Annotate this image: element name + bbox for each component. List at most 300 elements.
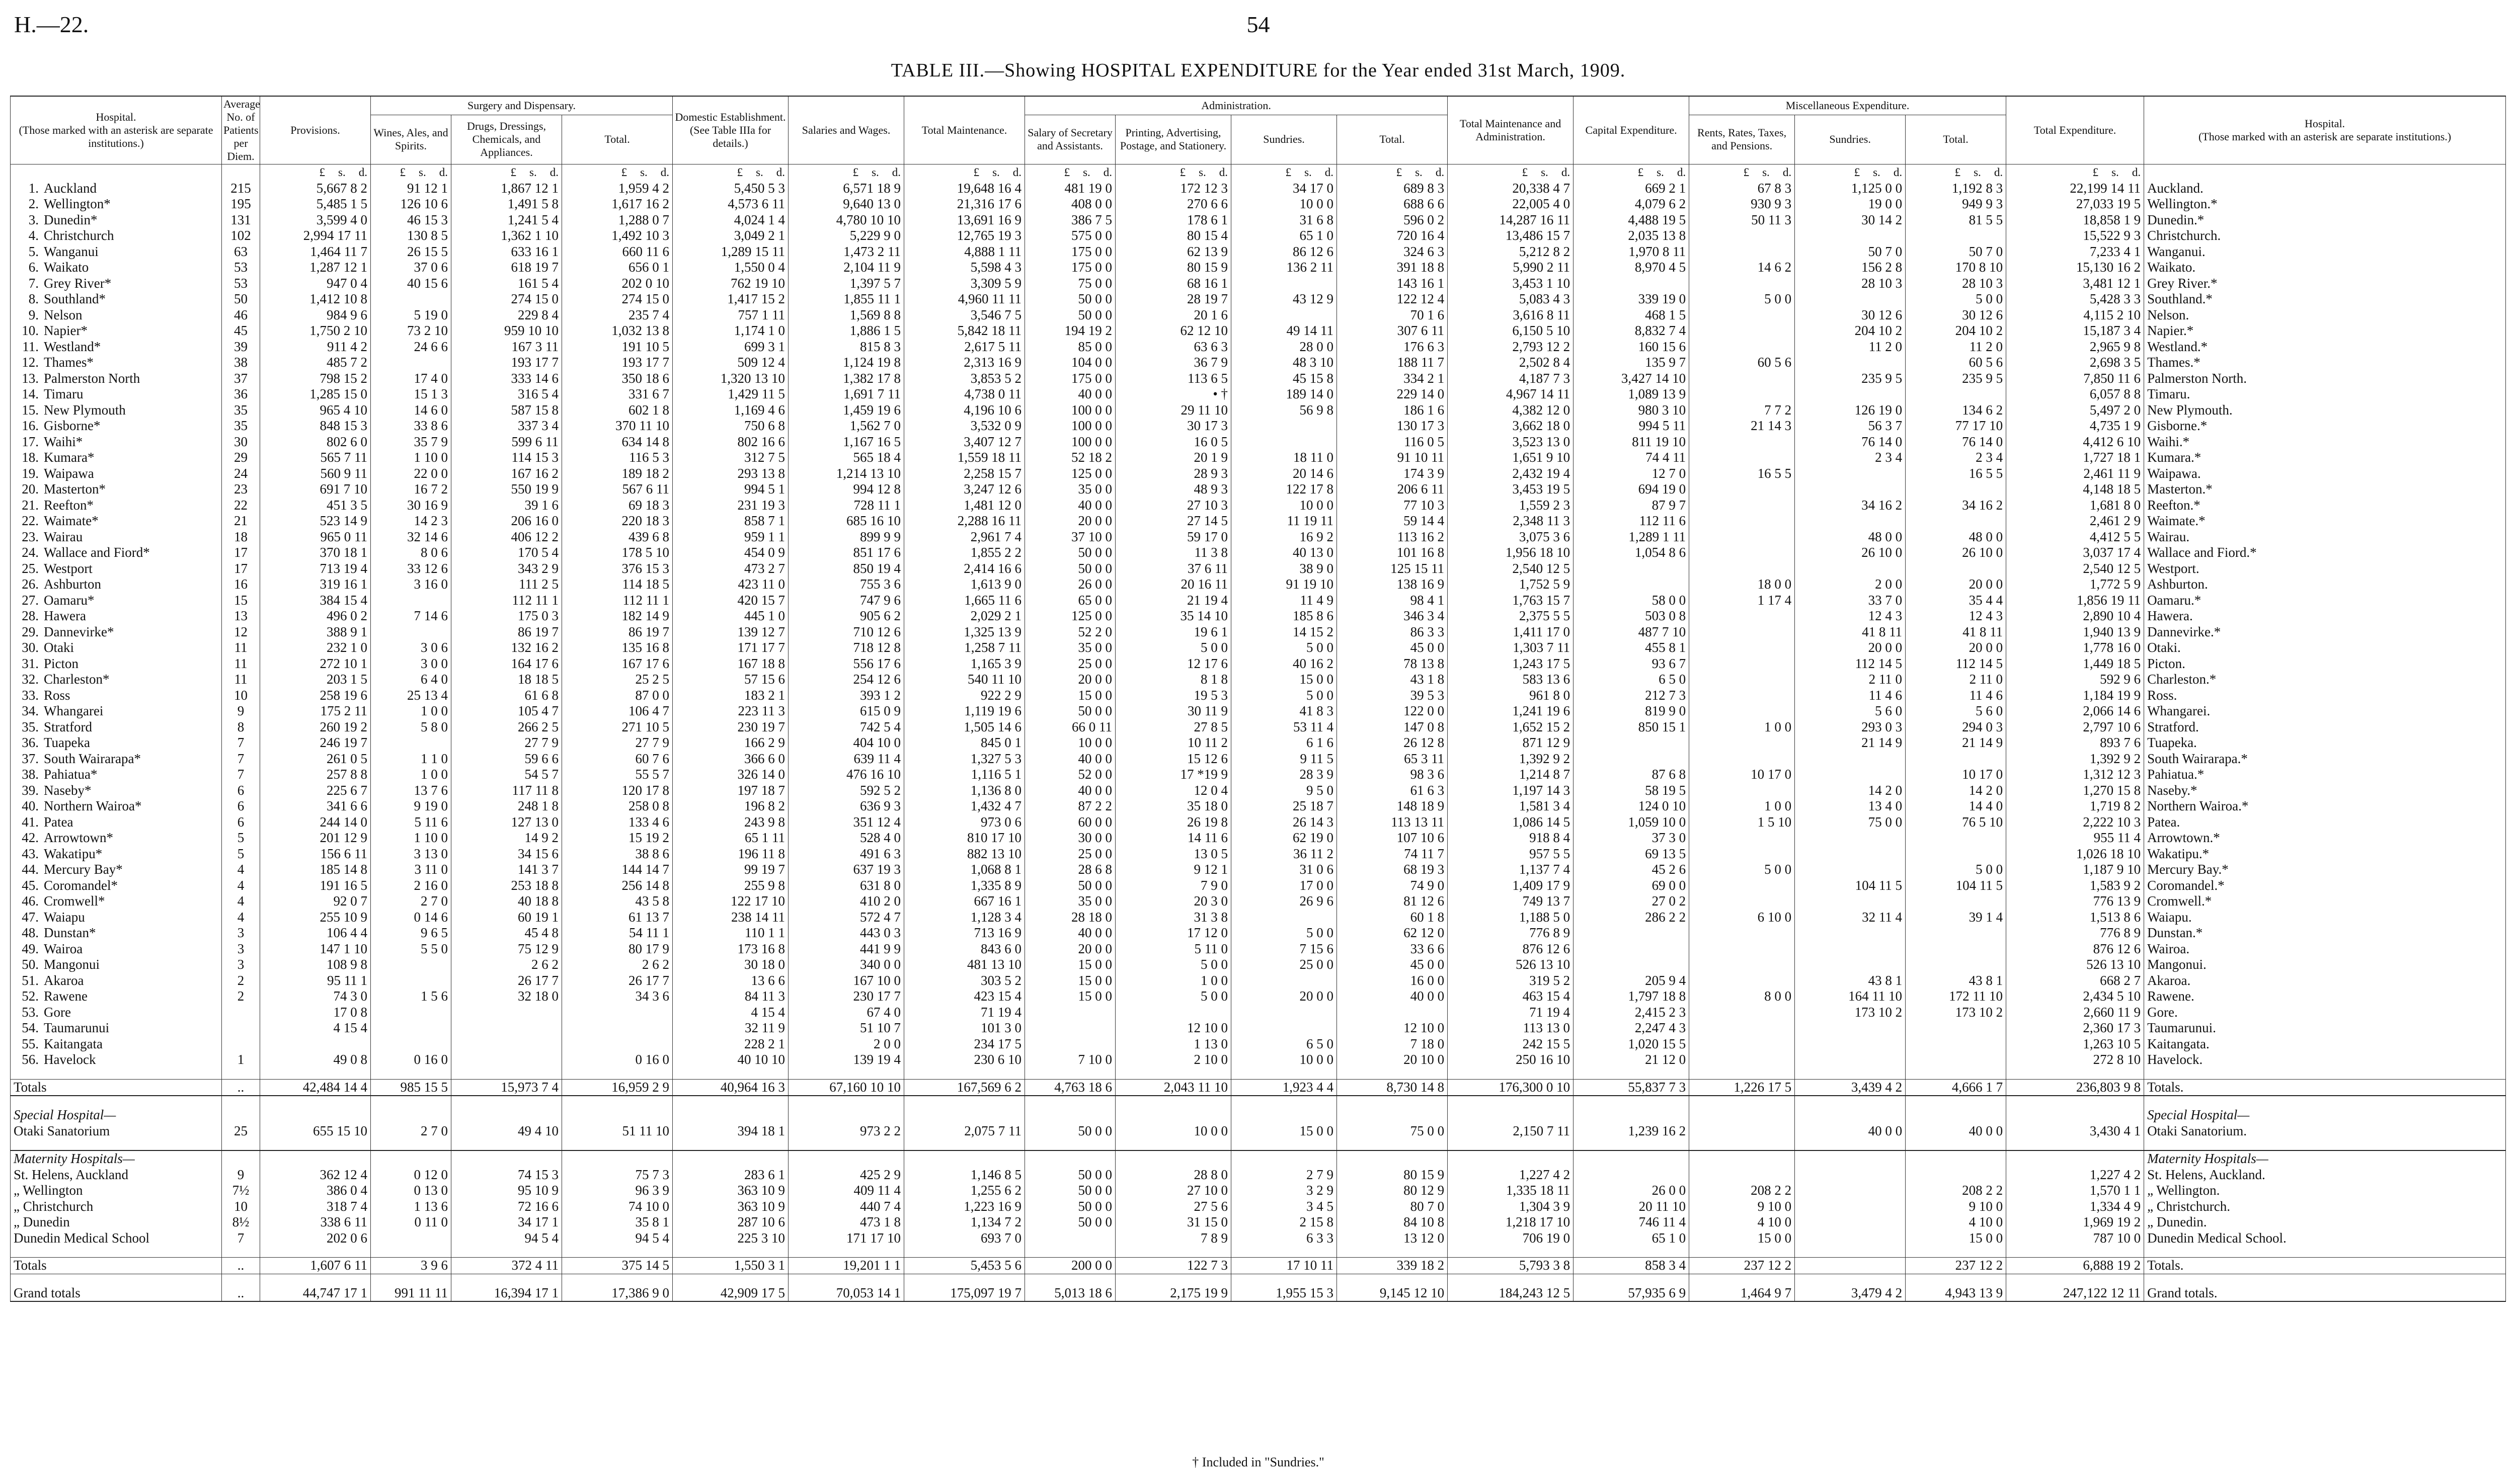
value-maintenance: 1,134 7 2 xyxy=(904,1214,1025,1230)
value-total_exp: 236,803 9 8 xyxy=(2006,1079,2144,1096)
blank-cell xyxy=(1574,1274,1689,1285)
blank-cell xyxy=(1906,1246,2006,1258)
avg-patients: 35 xyxy=(222,402,260,419)
value-maint_admin: 2,150 7 11 xyxy=(1448,1123,1574,1139)
value-provisions: 370 18 1 xyxy=(260,545,371,561)
value-surgery_total: 660 11 6 xyxy=(562,244,673,260)
value-admin_total: 12 10 0 xyxy=(1337,1020,1448,1036)
row-label: Auckland xyxy=(44,180,97,196)
value-maint_admin: 1,197 14 3 xyxy=(1448,783,1574,799)
row-number: 27. xyxy=(22,592,39,608)
value-domestic: 225 3 10 xyxy=(673,1230,789,1247)
hospital-name-right: Mangonui. xyxy=(2144,957,2506,973)
value-surgery_total: 55 5 7 xyxy=(562,767,673,783)
value-drugs: 175 0 3 xyxy=(451,608,562,624)
value-drugs: 14 9 2 xyxy=(451,830,562,846)
value-maint_admin: 1,218 17 10 xyxy=(1448,1214,1574,1230)
value-surgery_total: 34 3 6 xyxy=(562,988,673,1005)
value-misc_sundries: 164 11 10 xyxy=(1795,988,1906,1005)
value-maintenance: 1,146 8 5 xyxy=(904,1167,1025,1183)
unit-label: d. xyxy=(1103,166,1113,179)
value-capital: 55,837 7 3 xyxy=(1574,1079,1689,1096)
value-wines xyxy=(371,355,451,371)
value-drugs: 112 11 1 xyxy=(451,593,562,609)
value-provisions: 246 19 7 xyxy=(260,735,371,751)
hospital-name xyxy=(11,291,222,307)
blank-cell xyxy=(11,1096,222,1107)
blank-cell xyxy=(673,1150,789,1167)
row-number: 16. xyxy=(22,418,39,433)
hospital-name-right: Waihi.* xyxy=(2144,434,2506,450)
hospital-name xyxy=(11,703,222,719)
row-number: 11. xyxy=(22,339,39,354)
value-misc_total: 170 8 10 xyxy=(1906,260,2006,276)
value-surgery_total: 1,959 4 2 xyxy=(562,181,673,197)
row-label: Grey River* xyxy=(44,275,112,291)
value-drugs: 74 15 3 xyxy=(451,1167,562,1183)
value-printing: 12 10 0 xyxy=(1116,1020,1231,1036)
value-wines xyxy=(371,593,451,609)
avg-patients: 12 xyxy=(222,624,260,640)
value-misc_total xyxy=(1906,1167,2006,1183)
row-label: Hawera xyxy=(44,608,86,623)
value-total_exp: 2,461 11 9 xyxy=(2006,466,2144,482)
value-printing: 27 10 0 xyxy=(1116,1183,1231,1199)
hospital-name xyxy=(11,196,222,212)
value-provisions: 260 19 2 xyxy=(260,719,371,735)
value-misc_sundries xyxy=(1795,767,1906,783)
value-surgery_total: 27 7 9 xyxy=(562,735,673,751)
value-maint_admin: 2,502 8 4 xyxy=(1448,355,1574,371)
value-rents xyxy=(1689,513,1795,529)
value-maint_admin: 242 15 5 xyxy=(1448,1036,1574,1052)
value-drugs: 39 1 6 xyxy=(451,498,562,514)
value-maint_admin: 1,304 3 9 xyxy=(1448,1199,1574,1215)
value-printing: 21 19 4 xyxy=(1116,593,1231,609)
row-number: 53. xyxy=(22,1004,39,1020)
value-salaries: 473 1 8 xyxy=(789,1214,904,1230)
value-rents xyxy=(1689,450,1795,466)
value-misc_total: 5 0 0 xyxy=(1906,862,2006,878)
value-maintenance: 71 19 4 xyxy=(904,1005,1025,1021)
value-admin_sundries: 16 9 2 xyxy=(1231,529,1337,545)
value-domestic: 394 18 1 xyxy=(673,1123,789,1139)
hospital-name-right: Northern Wairoa.* xyxy=(2144,798,2506,814)
value-misc_sundries: 104 11 5 xyxy=(1795,878,1906,894)
value-admin_total: 307 6 11 xyxy=(1337,323,1448,339)
value-capital: 27 0 2 xyxy=(1574,893,1689,910)
value-printing: 20 16 11 xyxy=(1116,576,1231,593)
row-label: Waikato xyxy=(44,260,89,275)
value-admin_sundries: 6 3 3 xyxy=(1231,1230,1337,1247)
value-provisions: 92 0 7 xyxy=(260,893,371,910)
currency-units xyxy=(1906,164,2006,181)
value-provisions: 560 9 11 xyxy=(260,466,371,482)
hospital-name xyxy=(11,529,222,545)
value-total_exp: 876 12 6 xyxy=(2006,941,2144,957)
value-misc_sundries xyxy=(1795,830,1906,846)
value-domestic: 4,024 1 4 xyxy=(673,212,789,228)
value-misc_total: 204 10 2 xyxy=(1906,323,2006,339)
value-total_exp: 18,858 1 9 xyxy=(2006,212,2144,228)
value-salaries: 393 1 2 xyxy=(789,688,904,704)
table-body xyxy=(11,164,2506,1302)
value-printing: 19 6 1 xyxy=(1116,624,1231,640)
value-maintenance: 1,432 4 7 xyxy=(904,798,1025,814)
value-admin_total: 346 3 4 xyxy=(1337,608,1448,624)
value-maintenance: 12,765 19 3 xyxy=(904,228,1025,244)
unit-label: s. xyxy=(756,166,763,179)
value-admin_sundries: 28 3 9 xyxy=(1231,767,1337,783)
unit-label: d. xyxy=(660,166,670,179)
row-label: Stratford xyxy=(44,719,92,734)
blank-cell xyxy=(1795,1274,1906,1285)
avg-patients: 8½ xyxy=(222,1214,260,1230)
value-admin_total: 130 17 3 xyxy=(1337,418,1448,434)
row-number: 26. xyxy=(22,576,39,592)
row-label: Wallace and Fiord* xyxy=(44,545,150,560)
value-rents xyxy=(1689,386,1795,402)
hospital-name xyxy=(11,513,222,529)
row-label: Naseby* xyxy=(44,782,92,798)
value-surgery_total: 51 11 10 xyxy=(562,1123,673,1139)
value-maintenance: 2,288 16 11 xyxy=(904,513,1025,529)
value-surgery_total: 235 7 4 xyxy=(562,307,673,323)
hospital-name xyxy=(11,244,222,260)
value-rents xyxy=(1689,830,1795,846)
row-label: Picton xyxy=(44,655,79,671)
hospital-name-right: „ Wellington. xyxy=(2144,1183,2506,1199)
unit-label: s. xyxy=(1415,166,1423,179)
blank-cell xyxy=(1906,1096,2006,1107)
value-misc_sundries xyxy=(1795,1183,1906,1199)
table-row xyxy=(11,307,2506,323)
hospital-name-right: Palmerston North. xyxy=(2144,371,2506,387)
value-secretary: 35 0 0 xyxy=(1025,481,1116,498)
table-row xyxy=(11,260,2506,276)
row-number: 36. xyxy=(22,735,39,750)
avg-patients: 36 xyxy=(222,386,260,402)
value-capital xyxy=(1574,276,1689,292)
value-admin_total xyxy=(1337,1005,1448,1021)
value-total_exp: 1,727 18 1 xyxy=(2006,450,2144,466)
value-printing: 1 0 0 xyxy=(1116,973,1231,989)
value-wines: 9 19 0 xyxy=(371,798,451,814)
hospital-name-right: Westport. xyxy=(2144,561,2506,577)
table-row xyxy=(11,719,2506,735)
value-misc_sundries: 126 19 0 xyxy=(1795,402,1906,419)
value-domestic: 30 18 0 xyxy=(673,957,789,973)
avg-patients: 11 xyxy=(222,640,260,656)
hospital-name xyxy=(11,355,222,371)
table-row xyxy=(11,466,2506,482)
value-misc_total: 60 5 6 xyxy=(1906,355,2006,371)
value-maint_admin: 20,338 4 7 xyxy=(1448,181,1574,197)
value-printing: 19 5 3 xyxy=(1116,688,1231,704)
value-admin_total: 229 14 0 xyxy=(1337,386,1448,402)
value-maintenance: 922 2 9 xyxy=(904,688,1025,704)
value-secretary: 125 0 0 xyxy=(1025,608,1116,624)
value-admin_sundries: 1,923 4 4 xyxy=(1231,1079,1337,1096)
value-secretary: 40 0 0 xyxy=(1025,925,1116,941)
table-row xyxy=(11,529,2506,545)
table-row xyxy=(11,418,2506,434)
table-row xyxy=(11,1258,2506,1274)
col-salaries: Salaries and Wages. xyxy=(789,96,904,164)
value-domestic: 4,573 6 11 xyxy=(673,196,789,212)
unit-label: d. xyxy=(549,166,559,179)
value-admin_sundries: 11 19 11 xyxy=(1231,513,1337,529)
hospital-name-right: Wakatipu.* xyxy=(2144,846,2506,862)
value-maintenance: 540 11 10 xyxy=(904,672,1025,688)
row-label: Wairau xyxy=(44,529,83,544)
value-admin_total: 86 3 3 xyxy=(1337,624,1448,640)
row-label: Dannevirke* xyxy=(44,624,114,639)
col-misc-sundries: Sundries. xyxy=(1795,115,1906,164)
value-maintenance: 1,505 14 6 xyxy=(904,719,1025,735)
value-admin_sundries: 6 1 6 xyxy=(1231,735,1337,751)
value-domestic: 122 17 10 xyxy=(673,893,789,910)
value-misc_total: 76 14 0 xyxy=(1906,434,2006,450)
value-capital: 8,970 4 5 xyxy=(1574,260,1689,276)
spacer-row xyxy=(11,1096,2506,1107)
value-drugs: 550 19 9 xyxy=(451,481,562,498)
value-printing: 13 0 5 xyxy=(1116,846,1231,862)
avg-patients: 25 xyxy=(222,1123,260,1139)
blank-cell xyxy=(222,1068,260,1080)
blank-cell xyxy=(2006,1139,2144,1150)
value-maintenance: 19,648 16 4 xyxy=(904,181,1025,197)
value-domestic: 445 1 0 xyxy=(673,608,789,624)
value-drugs: 26 17 7 xyxy=(451,973,562,989)
value-printing: 17 12 0 xyxy=(1116,925,1231,941)
value-wines: 3 0 0 xyxy=(371,656,451,672)
value-admin_total: 7 18 0 xyxy=(1337,1036,1448,1052)
value-domestic: 802 16 6 xyxy=(673,434,789,450)
value-maint_admin: 3,662 18 0 xyxy=(1448,418,1574,434)
value-domestic: 32 11 9 xyxy=(673,1020,789,1036)
row-label: South Wairarapa* xyxy=(44,751,141,766)
value-printing: 27 10 3 xyxy=(1116,498,1231,514)
value-wines: 2 7 0 xyxy=(371,1123,451,1139)
currency-units xyxy=(371,164,451,181)
value-wines: 985 15 5 xyxy=(371,1079,451,1096)
row-label: Pahiatua* xyxy=(44,767,98,782)
value-salaries: 1,855 11 1 xyxy=(789,291,904,307)
blank-cell xyxy=(2144,1246,2506,1258)
value-total_exp: 893 7 6 xyxy=(2006,735,2144,751)
value-wines xyxy=(371,1020,451,1036)
value-rents xyxy=(1689,276,1795,292)
value-wines xyxy=(371,735,451,751)
hospital-name-right: Wanganui. xyxy=(2144,244,2506,260)
avg-patients: 7 xyxy=(222,1230,260,1247)
value-maint_admin: 113 13 0 xyxy=(1448,1020,1574,1036)
hospital-name-right: Pahiatua.* xyxy=(2144,767,2506,783)
value-maintenance: 3,407 12 7 xyxy=(904,434,1025,450)
value-drugs: 60 19 1 xyxy=(451,910,562,926)
value-capital: 468 1 5 xyxy=(1574,307,1689,323)
blank-cell xyxy=(562,1246,673,1258)
value-salaries: 167 10 0 xyxy=(789,973,904,989)
blank-cell xyxy=(2006,1246,2144,1258)
value-printing: 270 6 6 xyxy=(1116,196,1231,212)
value-secretary: 104 0 0 xyxy=(1025,355,1116,371)
value-salaries: 728 11 1 xyxy=(789,498,904,514)
currency-units xyxy=(1337,164,1448,181)
value-rents: 67 8 3 xyxy=(1689,181,1795,197)
value-misc_total xyxy=(1906,228,2006,244)
value-capital xyxy=(1574,576,1689,593)
row-number: 6. xyxy=(28,260,39,275)
hospital-name xyxy=(11,656,222,672)
hospital-name xyxy=(11,767,222,783)
value-drugs: 34 15 6 xyxy=(451,846,562,862)
value-misc_total xyxy=(1906,830,2006,846)
value-admin_total: 84 10 8 xyxy=(1337,1214,1448,1230)
hospital-name-right: Gisborne.* xyxy=(2144,418,2506,434)
value-admin_total: 16 0 0 xyxy=(1337,973,1448,989)
hospital-name-right: Nelson. xyxy=(2144,307,2506,323)
value-capital: 4,488 19 5 xyxy=(1574,212,1689,228)
value-secretary xyxy=(1025,1005,1116,1021)
blank-cell xyxy=(1025,1139,1116,1150)
value-salaries: 742 5 4 xyxy=(789,719,904,735)
hospital-name-right: Picton. xyxy=(2144,656,2506,672)
value-misc_sundries: 34 16 2 xyxy=(1795,498,1906,514)
value-capital: 858 3 4 xyxy=(1574,1258,1689,1274)
value-drugs: 32 18 0 xyxy=(451,988,562,1005)
value-admin_total: 68 19 3 xyxy=(1337,862,1448,878)
value-provisions xyxy=(260,1036,371,1052)
avg-patients: 23 xyxy=(222,481,260,498)
value-maint_admin: 1,243 17 5 xyxy=(1448,656,1574,672)
value-maintenance: 5,842 18 11 xyxy=(904,323,1025,339)
value-misc_total xyxy=(1906,481,2006,498)
value-maintenance: 882 13 10 xyxy=(904,846,1025,862)
value-misc_sundries xyxy=(1795,1258,1906,1274)
value-capital xyxy=(1574,561,1689,577)
row-number: 44. xyxy=(22,862,39,877)
value-salaries: 1,214 13 10 xyxy=(789,466,904,482)
value-capital: 694 19 0 xyxy=(1574,481,1689,498)
value-admin_total: 98 4 1 xyxy=(1337,593,1448,609)
value-maintenance: 167,569 6 2 xyxy=(904,1079,1025,1096)
value-misc_sundries xyxy=(1795,513,1906,529)
value-total_exp: 668 2 7 xyxy=(2006,973,2144,989)
value-maintenance: 1,119 19 6 xyxy=(904,703,1025,719)
row-number: 31. xyxy=(22,655,39,671)
value-domestic: 13 6 6 xyxy=(673,973,789,989)
value-misc_total: 4,666 1 7 xyxy=(1906,1079,2006,1096)
value-secretary: 50 0 0 xyxy=(1025,703,1116,719)
value-rents xyxy=(1689,1036,1795,1052)
value-secretary: 15 0 0 xyxy=(1025,988,1116,1005)
value-maintenance: 423 15 4 xyxy=(904,988,1025,1005)
value-capital xyxy=(1574,1167,1689,1183)
value-misc_total: 172 11 10 xyxy=(1906,988,2006,1005)
table-row xyxy=(11,973,2506,989)
value-maintenance: 693 7 0 xyxy=(904,1230,1025,1247)
value-drugs: 343 2 9 xyxy=(451,561,562,577)
value-capital: 112 11 6 xyxy=(1574,513,1689,529)
table-row xyxy=(11,1214,2506,1230)
value-surgery_total: 274 15 0 xyxy=(562,291,673,307)
currency-units xyxy=(673,164,789,181)
value-admin_total: 74 9 0 xyxy=(1337,878,1448,894)
value-rents: 237 12 2 xyxy=(1689,1258,1795,1274)
value-wines: 35 7 9 xyxy=(371,434,451,450)
value-maint_admin: 184,243 12 5 xyxy=(1448,1285,1574,1302)
value-maint_admin: 14,287 16 11 xyxy=(1448,212,1574,228)
value-misc_sundries: 41 8 11 xyxy=(1795,624,1906,640)
hospital-name xyxy=(11,481,222,498)
value-wines xyxy=(371,1036,451,1052)
value-drugs: 274 15 0 xyxy=(451,291,562,307)
table-row xyxy=(11,830,2506,846)
value-total_exp: 4,148 18 5 xyxy=(2006,481,2144,498)
value-total_exp: 1,772 5 9 xyxy=(2006,576,2144,593)
value-domestic: 699 3 1 xyxy=(673,339,789,355)
value-maint_admin: 2,540 12 5 xyxy=(1448,561,1574,577)
value-salaries: 565 18 4 xyxy=(789,450,904,466)
row-number: 43. xyxy=(22,846,39,861)
value-secretary: 175 0 0 xyxy=(1025,260,1116,276)
value-surgery_total: 178 5 10 xyxy=(562,545,673,561)
value-admin_sundries: 62 19 0 xyxy=(1231,830,1337,846)
value-surgery_total: 106 4 7 xyxy=(562,703,673,719)
value-wines: 0 11 0 xyxy=(371,1214,451,1230)
blank-cell xyxy=(1025,1096,1116,1107)
blank-cell xyxy=(260,1068,371,1080)
value-salaries: 409 11 4 xyxy=(789,1183,904,1199)
hospital-name xyxy=(11,1258,222,1274)
row-label: Wellington* xyxy=(44,196,111,211)
value-admin_sundries xyxy=(1231,418,1337,434)
hospital-name xyxy=(11,434,222,450)
row-label: Westland* xyxy=(44,339,101,354)
hospital-name xyxy=(11,893,222,910)
value-total_exp: 4,735 1 9 xyxy=(2006,418,2144,434)
value-domestic: 171 17 7 xyxy=(673,640,789,656)
value-misc_sundries: 173 10 2 xyxy=(1795,1005,1906,1021)
value-surgery_total: 120 17 8 xyxy=(562,783,673,799)
value-printing: 5 0 0 xyxy=(1116,957,1231,973)
value-maint_admin: 5,212 8 2 xyxy=(1448,244,1574,260)
unit-label: d. xyxy=(1893,166,1903,179)
value-printing: 48 9 3 xyxy=(1116,481,1231,498)
value-salaries: 905 6 2 xyxy=(789,608,904,624)
blank-cell xyxy=(222,1150,260,1167)
value-total_exp: 592 9 6 xyxy=(2006,672,2144,688)
value-capital: 1,970 8 11 xyxy=(1574,244,1689,260)
value-capital: 12 7 0 xyxy=(1574,466,1689,482)
value-misc_sundries: 75 0 0 xyxy=(1795,814,1906,831)
value-salaries: 994 12 8 xyxy=(789,481,904,498)
value-provisions: 5,667 8 2 xyxy=(260,181,371,197)
row-number: 32. xyxy=(22,672,39,687)
value-admin_total: 80 15 9 xyxy=(1337,1167,1448,1183)
value-admin_sundries: 65 1 0 xyxy=(1231,228,1337,244)
hospital-name xyxy=(11,1285,222,1302)
value-drugs: 75 12 9 xyxy=(451,941,562,957)
value-maint_admin: 3,453 19 5 xyxy=(1448,481,1574,498)
value-rents: 930 9 3 xyxy=(1689,196,1795,212)
value-salaries: 639 11 4 xyxy=(789,751,904,767)
value-misc_total: 235 9 5 xyxy=(1906,371,2006,387)
hospital-name xyxy=(11,307,222,323)
value-salaries: 592 5 2 xyxy=(789,783,904,799)
